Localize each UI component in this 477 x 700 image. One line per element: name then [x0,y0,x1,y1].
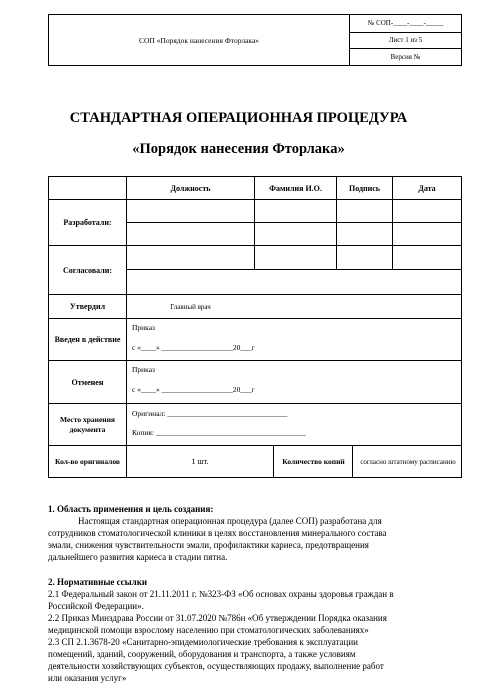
col-name: Фамилия И.О. [269,183,322,193]
section-2-line: 2.3 СП 2.1.3678-20 «Санитарно-эпидемиологические требования к эксплуатации [48,637,358,647]
header-sop-title: СОП «Порядок нанесения Фторлака» [49,15,350,65]
section-2-heading: 2. Нормативные ссылки [48,577,148,587]
section-1-line: сотрудников стоматологической клиники в целях восстановления минерального состава [48,528,387,538]
approval-table [48,176,462,478]
row-effective: Введен в действие [54,335,121,344]
storage-copy: Копия: ________________________________________ [132,428,306,437]
section-2-line: Российской Федерации». [48,601,144,611]
effective-order: Приказ [132,323,156,332]
row-cancelled: Отменен [71,377,104,387]
sheet-number: Лист 1 из 5 [350,32,461,49]
storage-original: Оригинал: ________________________________ [132,409,288,418]
approved-position: Главный врач [170,302,211,311]
col-signature: Подпись [348,183,381,193]
section-2-line: или оказания услуг» [48,673,127,683]
page-subtitle: «Порядок нанесения Фторлака» [132,141,345,157]
row-approved: Утвердил [69,302,106,311]
section-1-line: Настоящая стандартная операционная процедура (далее СОП) разработана для [78,516,382,526]
section-2-line: помещений, зданий, сооружений, оборудования и транспорта, а также условиям [48,649,356,659]
sop-number: № СОП-____-____-_____ [367,19,444,28]
version: Версия № [350,48,461,65]
count-value: 1 шт. [191,457,209,466]
copies-value: согласно штатному расписанию [360,457,456,466]
header-meta [350,15,461,65]
section-2-line: 2.1 Федеральный закон от 21.11.2011 г. №323-ФЗ «Об основах охраны здоровья граждан в [48,589,394,599]
effective-date: с «____» ___________________20___г [132,343,255,352]
section-1-line: дальнейшего развития кариеса в стадии пятна. [48,552,228,562]
section-2-line: деятельности хозяйствующих субъектов, осуществляющих продажу, выполнение работ [48,661,384,671]
section-2-line: 2.2 Приказ Минздрава России от 31.07.2020 №786н «Об утверждении Порядка оказания [48,613,387,623]
section-1-line: эмали, снижения чувствительности эмали, профилактики кариеса, предотвращения [48,540,369,550]
section-1-heading: 1. Область применения и цель создания: [48,504,214,514]
row-storage: Место хранения документа [60,415,115,434]
cancelled-order: Приказ [132,365,156,374]
copies-label: Количество копий [282,456,345,466]
col-position: Должность [170,183,211,193]
cancelled-date: с «____» ___________________20___г [132,385,255,394]
col-date: Дата [418,183,436,193]
section-2-line: медицинской помощи взрослому населению при стоматологических заболеваниях» [48,625,369,635]
row-agreed: Согласовали: [63,265,112,275]
page-title: СТАНДАРТНАЯ ОПЕРАЦИОННАЯ ПРОЦЕДУРА [69,110,408,126]
row-developed: Разработали: [63,218,112,227]
row-count: Кол-во оригиналов [55,456,120,466]
document-header [48,14,462,66]
